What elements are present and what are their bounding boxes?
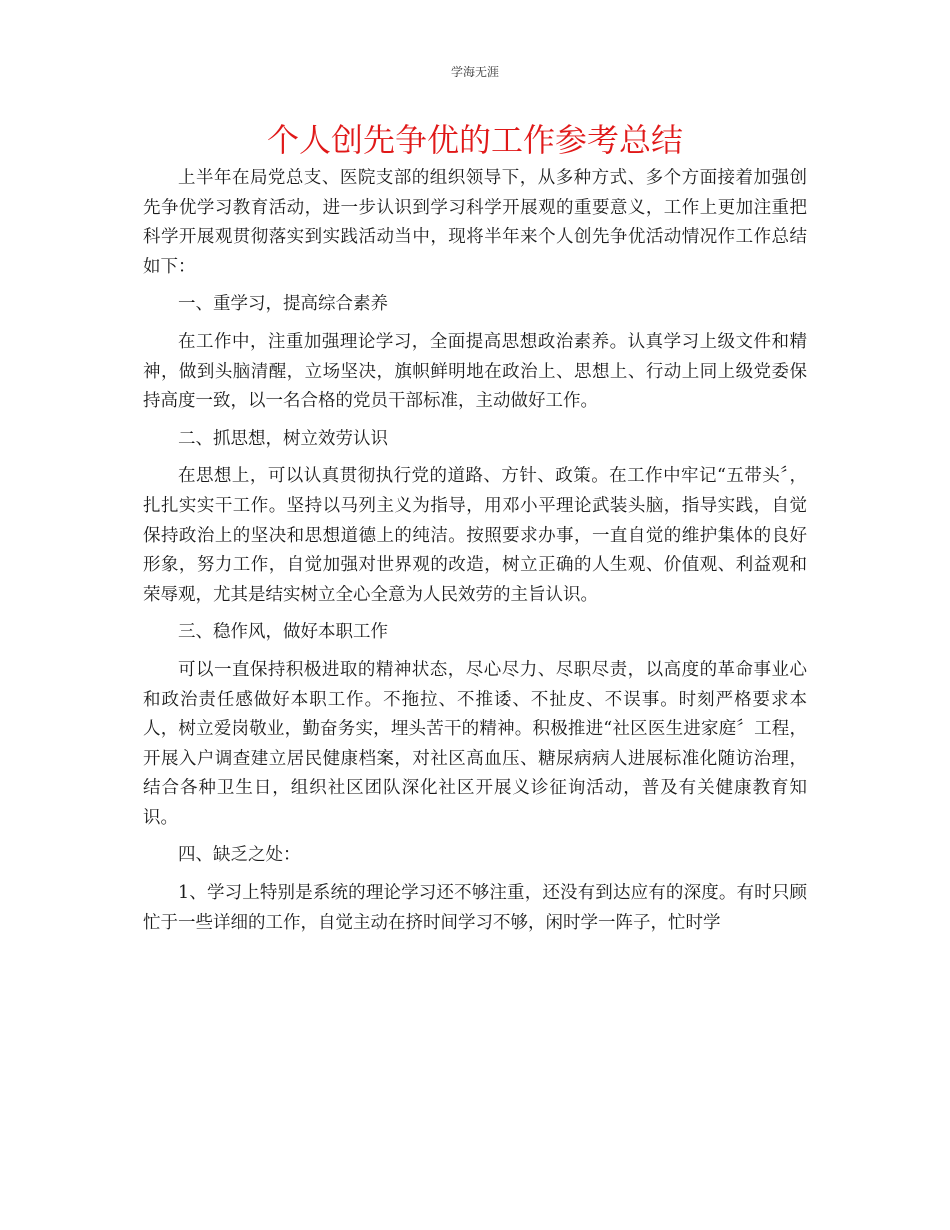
paragraph-section-1: 在工作中，注重加强理论学习，全面提高思想政治素养。认真学习上级文件和精神，做到头脑清醒，立场坚决，旗帜鲜明地在政治上、思想上、行动上同上级党委保持高度一致，以一名合格的党员干部标准，主动做好工作。: [143, 331, 807, 412]
section-heading-1: 一、重学习，提高综合素养: [178, 294, 388, 315]
paragraph-section-3: 可以一直保持积极进取的精神状态，尽心尽力、尽职尽责，以高度的革命事业心和政治责任感做好本职工作。不拖拉、不推诿、不扯皮、不误事。时刻严格要求本人，树立爱岗敬业，勤奋务实，埋头苦干的精神。积极推进“社区医生进家庭〞工程，开展入户调查建立居民健康档案，对社区高血压、糖尿病病人进展标准化随访治理，结合各种卫生日，组织社区团队深化社区开展义诊征询活动，普及有关健康教育知识。: [143, 659, 807, 828]
section-heading-2: 二、抓思想，树立效劳认识: [178, 428, 388, 449]
document-title: 个人创先争优的工作参考总结: [266, 121, 683, 159]
section-heading-4: 四、缺乏之处：: [178, 845, 301, 866]
section-heading-3: 三、稳作风，做好本职工作: [178, 622, 388, 643]
paragraph-section-2: 在思想上，可以认真贯彻执行党的道路、方针、政策。在工作中牢记“五带头〞，扎扎实实干工作。坚持以马列主义为指导，用邓小平理论武装头脑，指导实践，自觉保持政治上的坚决和思想道德上的纯洁。按照要求办事，一直自觉的维护集体的良好形象，努力工作，自觉加强对世界观的改造，树立正确的人生观、价值观、利益观和荣辱观，尤其是结实树立全心全意为人民效劳的主旨认识。: [143, 466, 807, 605]
page-header: 学海无涯: [450, 65, 499, 79]
paragraph-intro: 上半年在局党总支、医院支部的组织领导下，从多种方式、多个方面接着加强创先争优学习教育活动，进一步认识到学习科学开展观的重要意义，工作上更加注重把科学开展观贯彻落实到实践活动当中，现将半年来个人创先争优活动情况作工作总结如下：: [143, 168, 807, 277]
paragraph-section-4-item-1: 1、学习上特别是系统的理论学习还不够注重，还没有到达应有的深度。有时只顾忙于一些详细的工作，自觉主动在挤时间学习不够，闲时学一阵子，忙时学: [143, 883, 807, 933]
document-body: [143, 164, 807, 946]
